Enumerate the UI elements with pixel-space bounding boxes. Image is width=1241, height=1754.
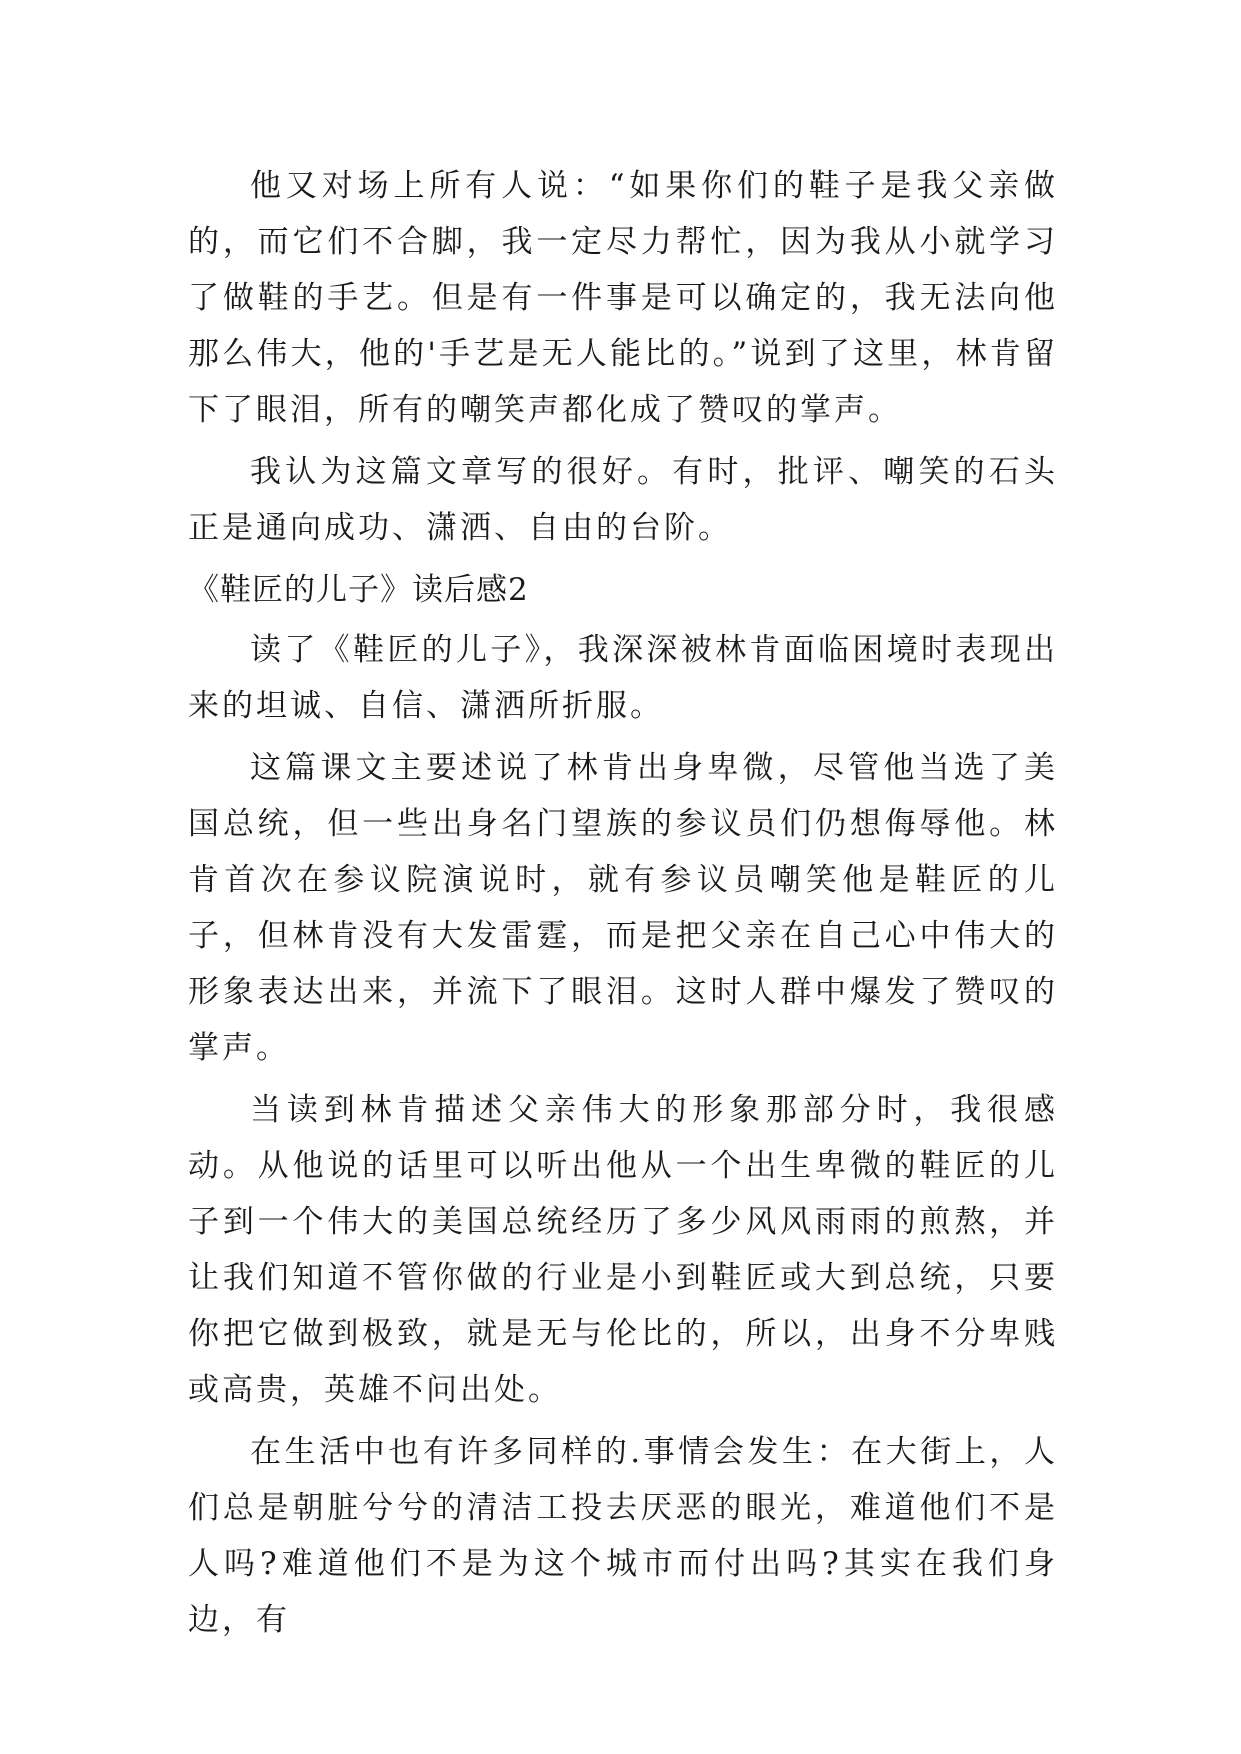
section-heading: 《鞋匠的儿子》读后感2 — [188, 572, 529, 608]
paragraph-3: 读了《鞋匠的儿子》，我深深被林肯面临困境时表现出来的坦诚、自信、潇洒所折服。 — [188, 632, 1058, 724]
paragraph-4: 这篇课文主要述说了林肯出身卑微，尽管他当选了美国总统，但一些出身名门望族的参议员们仍想侮辱他。林肯首次在参议院演说时，就有参议员嘲笑他是鞋匠的儿子，但林肯没有大发雷霆，而是把父亲在自己心中伟大的形象表达出来，并流下了眼泪。这时人群中爆发了赞叹的掌声。 — [188, 750, 1058, 1066]
paragraph-6: 在生活中也有许多同样的.事情会发生：在大街上，人们总是朝脏兮兮的清洁工投去厌恶的眼光，难道他们不是人吗?难道他们不是为这个城市而付出吗?其实在我们身边，有 — [188, 1434, 1058, 1638]
paragraph-1: 他又对场上所有人说：“如果你们的鞋子是我父亲做的，而它们不合脚，我一定尽力帮忙，因为我从小就学习了做鞋的手艺。但是有一件事是可以确定的，我无法向他那么伟大，他的'手艺是无人能比的。”说到了这里，林肯留下了眼泪，所有的嘲笑声都化成了赞叹的掌声。 — [188, 168, 1058, 428]
paragraph-5: 当读到林肯描述父亲伟大的形象那部分时，我很感动。从他说的话里可以听出他从一个出生卑微的鞋匠的儿子到一个伟大的美国总统经历了多少风风雨雨的煎熬，并让我们知道不管你做的行业是小到鞋匠或大到总统，只要你把它做到极致，就是无与伦比的，所以，出身不分卑贱或高贵，英雄不问出处。 — [188, 1092, 1058, 1408]
paragraph-2: 我认为这篇文章写的很好。有时，批评、嘲笑的石头正是通向成功、潇洒、自由的台阶。 — [188, 454, 1058, 546]
document-body — [188, 158, 1058, 1654]
